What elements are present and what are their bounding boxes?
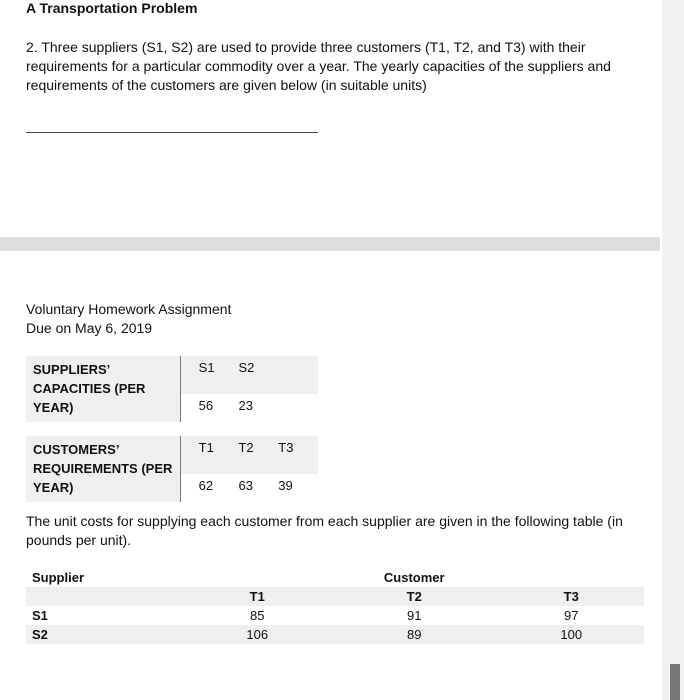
requirement-header-t2: T2 xyxy=(238,436,278,474)
requirement-header-t1: T1 xyxy=(180,436,238,474)
column-t1: T1 xyxy=(179,587,330,606)
requirement-value-t1: 62 xyxy=(180,474,238,502)
requirements-header-row xyxy=(26,436,318,474)
problem-statement: 2. Three suppliers (S1, S2) are used to provide three customers (T1, T2, and T3) with their requirements for a particular commodity over a year. The yearly capacities of the suppliers and requirements of the customers are given below (in suitable units) xyxy=(26,39,611,93)
capacities-label-line: SUPPLIERS’ xyxy=(33,362,111,377)
cost-table-header-row xyxy=(26,568,644,587)
unit-cost-note: The unit costs for supplying each customer from each supplier are given in the following table (in pounds per unit). xyxy=(26,513,623,548)
capacities-label xyxy=(26,356,180,422)
column-t2: T2 xyxy=(330,587,492,606)
capacity-header-s2: S2 xyxy=(238,356,278,394)
supplier-header: Supplier xyxy=(32,570,85,585)
cost-s2-t1: 106 xyxy=(179,625,330,644)
capacity-header-empty xyxy=(278,356,318,394)
capacity-header-s1: S1 xyxy=(180,356,238,394)
table-gap xyxy=(26,422,318,436)
capacities-label-line: CAPACITIES (PER xyxy=(33,381,146,396)
scrollbar-track[interactable] xyxy=(662,0,684,700)
requirement-header-t3: T3 xyxy=(278,436,318,474)
customer-header: Customer xyxy=(383,570,445,585)
header-spacer xyxy=(492,568,644,587)
cost-s1-t3: 97 xyxy=(564,608,579,623)
requirements-label xyxy=(26,436,180,502)
capacity-value-s1: 56 xyxy=(180,394,238,422)
requirement-value-t2: 63 xyxy=(238,474,278,502)
capacity-requirements-table xyxy=(26,356,318,502)
assignment-title: Voluntary Homework Assignment xyxy=(26,301,232,317)
cost-table-column-row xyxy=(26,587,644,606)
divider-line xyxy=(26,132,318,133)
requirement-value-t3: 39 xyxy=(278,474,318,502)
requirements-label-line: YEAR) xyxy=(33,480,74,495)
unit-cost-table xyxy=(26,568,644,644)
assignment-due-date: Due on May 6, 2019 xyxy=(26,320,153,336)
scrollbar-thumb[interactable] xyxy=(670,664,680,700)
assignment-note xyxy=(26,300,231,338)
requirements-label-line: CUSTOMERS’ xyxy=(33,442,120,457)
capacity-value-s2: 23 xyxy=(238,394,278,422)
cost-s1-t1: 85 xyxy=(250,608,265,623)
header-spacer xyxy=(179,568,330,587)
capacity-value-empty xyxy=(278,394,318,422)
column-spacer xyxy=(26,587,179,606)
page-title: A Transportation Problem xyxy=(26,0,198,16)
table-row xyxy=(26,625,644,644)
supplier-s2: S2 xyxy=(26,625,179,644)
requirements-label-line: REQUIREMENTS (PER xyxy=(33,461,173,476)
column-t3: T3 xyxy=(492,587,644,606)
cost-s2-t3: 100 xyxy=(492,625,644,644)
capacities-header-row xyxy=(26,356,318,394)
capacities-label-line: YEAR) xyxy=(33,400,74,415)
table-row xyxy=(26,606,644,625)
supplier-s1: S1 xyxy=(32,608,48,623)
cost-s1-t2: 91 xyxy=(407,608,422,623)
cost-s2-t2: 89 xyxy=(330,625,492,644)
page-break xyxy=(0,237,660,251)
